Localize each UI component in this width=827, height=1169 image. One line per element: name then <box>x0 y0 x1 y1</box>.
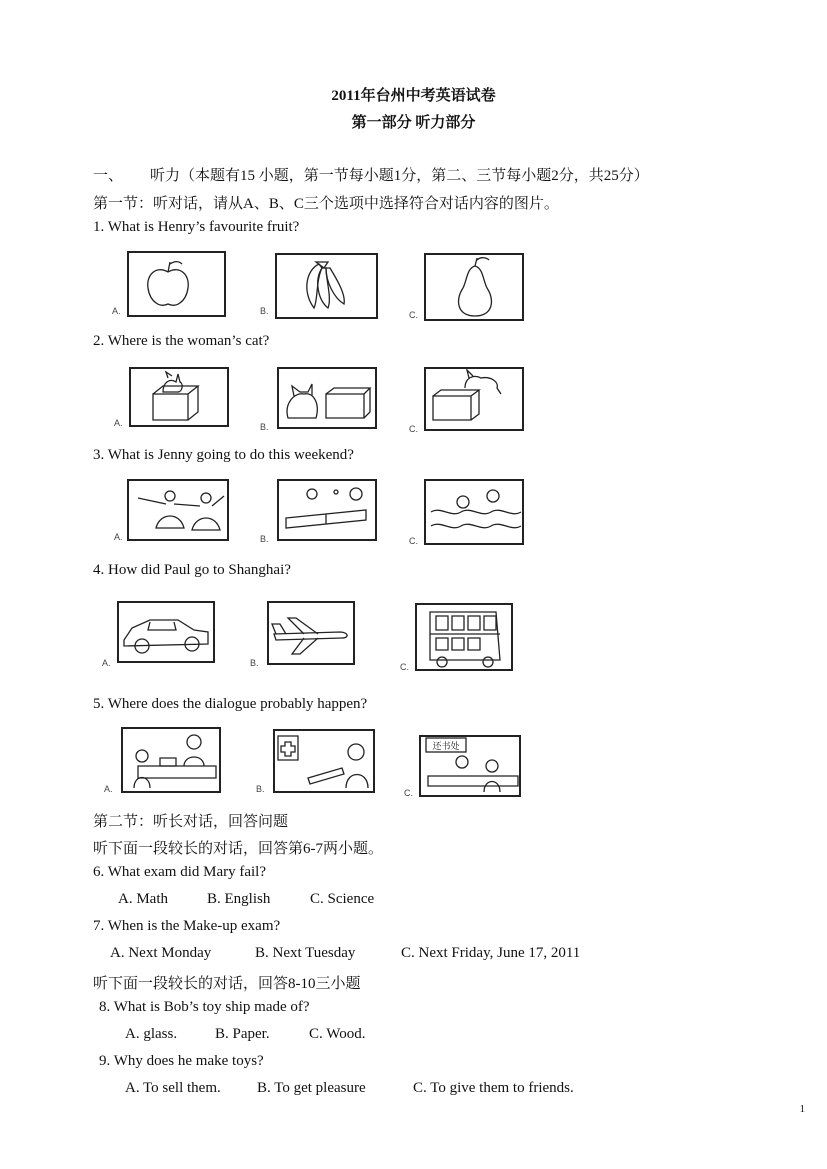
q6-option-c: C. Science <box>310 891 375 907</box>
pear-picture[interactable] <box>403 250 528 325</box>
q6-option-b: B. English <box>207 891 271 907</box>
plane-picture[interactable] <box>248 598 358 672</box>
hospital-picture[interactable] <box>252 726 380 798</box>
question-3: 3. What is Jenny going to do this weekend? <box>93 447 354 463</box>
page-title: 2011年台州中考英语试卷 <box>331 88 496 104</box>
part-number: 一、 <box>93 168 124 184</box>
question-6: 6. What exam did Mary fail? <box>93 864 266 880</box>
option-c-label: C. <box>400 662 409 672</box>
shop-picture[interactable] <box>98 726 226 798</box>
part-heading: 听力（本题有15 小题，第一节每小题1分，第二、三节每小题2分，共25分） <box>150 168 649 184</box>
q8-option-a: A. glass. <box>125 1026 178 1042</box>
option-b-label: B. <box>260 306 269 316</box>
cat-beside-box-picture[interactable] <box>256 364 381 436</box>
option-b-label: B. <box>250 658 259 668</box>
q7-option-a: A. Next Monday <box>110 945 212 961</box>
cat-on-box-picture[interactable] <box>403 364 528 436</box>
q7-option-b: B. Next Tuesday <box>255 945 356 961</box>
option-b-label: B. <box>256 784 265 794</box>
car-picture[interactable] <box>98 598 218 672</box>
bus-picture[interactable] <box>396 598 516 676</box>
swimming-picture[interactable] <box>403 478 528 550</box>
q9-option-a: A. To sell them. <box>125 1080 221 1096</box>
option-a-label: A. <box>112 306 121 316</box>
library-picture[interactable] <box>400 726 528 800</box>
option-c-label: C. <box>404 788 413 798</box>
option-b-label: B. <box>260 422 269 432</box>
banana-picture[interactable] <box>256 250 381 322</box>
section2-heading: 第二节：听长对话，回答问题 <box>93 814 289 830</box>
option-b-label: B. <box>260 534 269 544</box>
option-c-label: C. <box>409 310 418 320</box>
question-8: 8. What is Bob’s toy ship made of? <box>99 999 310 1015</box>
page-number: 1 <box>799 1103 805 1115</box>
option-a-label: A. <box>114 532 123 542</box>
section2-intro-2: 听下面一段较长的对话，回答8-10三小题 <box>93 976 361 992</box>
cat-in-box-picture[interactable] <box>108 364 233 434</box>
q8-option-b: B. Paper. <box>215 1026 270 1042</box>
dancing-picture[interactable] <box>108 478 233 548</box>
q9-option-c: C. To give them to friends. <box>413 1080 574 1096</box>
question-5: 5. Where does the dialogue probably happen? <box>93 696 368 712</box>
section2-intro-1: 听下面一段较长的对话，回答第6-7两小题。 <box>93 841 383 857</box>
q9-option-b: B. To get pleasure <box>257 1080 366 1096</box>
q6-option-a: A. Math <box>118 891 168 907</box>
question-9: 9. Why does he make toys? <box>99 1053 264 1069</box>
option-c-label: C. <box>409 536 418 546</box>
apple-picture[interactable] <box>108 250 228 322</box>
library-sign-text: 还书处 <box>432 742 460 752</box>
table-tennis-picture[interactable] <box>256 478 381 548</box>
question-4: 4. How did Paul go to Shanghai? <box>93 562 291 578</box>
option-a-label: A. <box>102 658 111 668</box>
option-a-label: A. <box>104 784 113 794</box>
q8-option-c: C. Wood. <box>309 1026 366 1042</box>
q7-option-c: C. Next Friday, June 17, 2011 <box>401 945 581 961</box>
page-subtitle: 第一部分 听力部分 <box>351 115 476 131</box>
question-7: 7. When is the Make-up exam? <box>93 918 281 934</box>
option-c-label: C. <box>409 424 418 434</box>
section1-heading: 第一节：听对话，请从A、B、C三个选项中选择符合对话内容的图片。 <box>93 196 559 212</box>
question-1: 1. What is Henry’s favourite fruit? <box>93 219 300 235</box>
question-2: 2. Where is the woman’s cat? <box>93 333 270 349</box>
option-a-label: A. <box>114 418 123 428</box>
